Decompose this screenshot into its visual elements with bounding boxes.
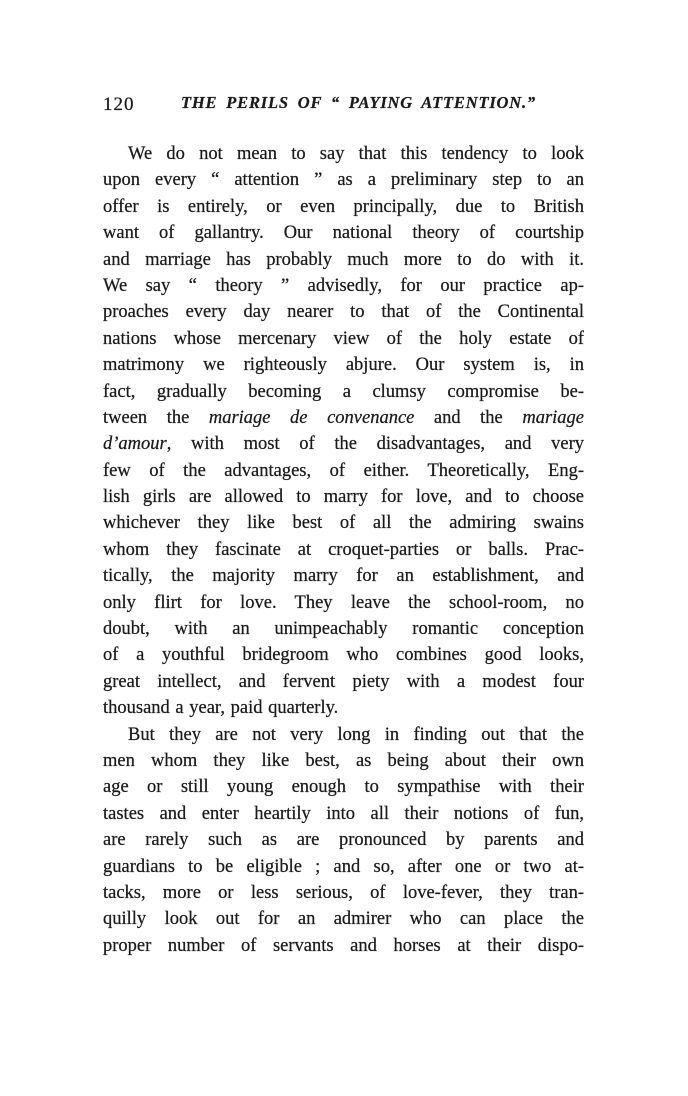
text-block <box>103 141 584 959</box>
text-line: whichever they like best of all the admiring swains <box>103 513 584 534</box>
text-line: proaches every day nearer to that of the Continental <box>103 302 584 323</box>
text-line: of a youthful bridegroom who combines good looks, <box>103 645 584 666</box>
text-line: and marriage has probably much more to do with it. <box>103 249 584 270</box>
text-line: tacks, more or less serious, of love-fever, they tran- <box>103 882 584 903</box>
text-line: But they are not very long in finding out that the <box>128 724 584 745</box>
text-line: whom they fascinate at croquet-parties or balls. Prac- <box>103 539 584 560</box>
text-line: great intellect, and fervent piety with a modest four <box>103 671 584 692</box>
text-line: tastes and enter heartily into all their notions of fun, <box>103 803 584 824</box>
text-line: tically, the majority marry for an establishment, and <box>103 566 584 587</box>
text-line: nations whose mercenary view of the holy estate of <box>103 328 584 349</box>
text-line: proper number of servants and horses at their dispo- <box>103 935 584 956</box>
text-line: doubt, with an unimpeachably romantic conception <box>103 619 584 640</box>
text-line: d’amour, with most of the disadvantages, and very <box>103 434 584 455</box>
text-line: tween the mariage de convenance and the mariage <box>103 407 584 428</box>
page-number: 120 <box>103 94 135 115</box>
text-line: offer is entirely, or even principally, due to British <box>103 196 584 217</box>
text-line: upon every “ attention ” as a preliminary step to an <box>103 170 584 191</box>
text-line: lish girls are allowed to marry for love, and to choose <box>103 487 584 508</box>
text-line: few of the advantages, of either. Theoretically, Eng- <box>103 460 584 481</box>
text-line: We do not mean to say that this tendency to look <box>128 144 584 164</box>
text-line: fact, gradually becoming a clumsy compromise be- <box>103 381 584 402</box>
text-line: only flirt for love. They leave the school-room, no <box>103 592 584 613</box>
text-line: want of gallantry. Our national theory of courtship <box>103 223 584 244</box>
text-line: age or still young enough to sympathise with their <box>103 777 584 798</box>
text-line: are rarely such as are pronounced by parents and <box>103 830 584 851</box>
text-line: We say “ theory ” advisedly, for our practice ap- <box>103 275 584 296</box>
running-title: THE PERILS OF “ PAYING ATTENTION.” <box>181 93 536 112</box>
text-line: matrimony we righteously abjure. Our system is, in <box>103 355 584 376</box>
text-line: thousand a year, paid quarterly. <box>103 698 339 719</box>
text-line: guardians to be eligible ; and so, after one or two at- <box>103 856 584 877</box>
text-line: quilly look out for an admirer who can place the <box>103 909 584 930</box>
running-header <box>103 93 584 117</box>
text-line: men whom they like best, as being about their own <box>103 750 584 771</box>
